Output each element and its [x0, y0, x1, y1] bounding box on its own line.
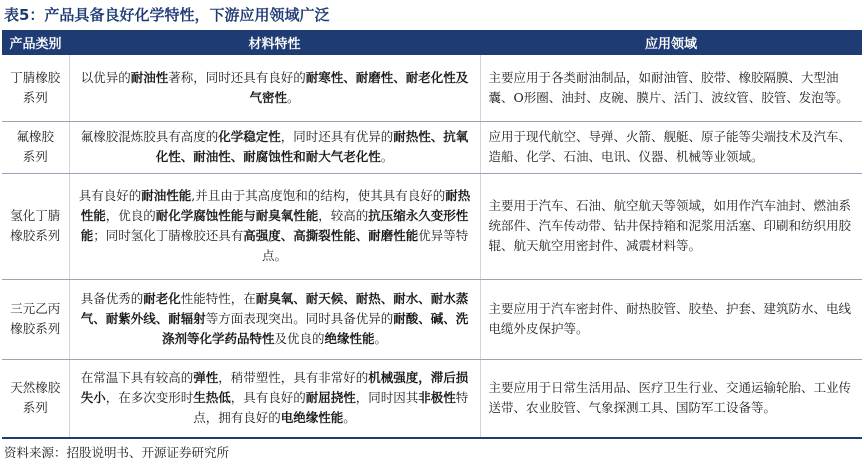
- highlighted-text: 耐油性: [130, 69, 169, 85]
- highlighted-text: 化学稳定性: [218, 129, 281, 144]
- header-application: 应用领域: [480, 30, 862, 55]
- property-text: ，在多次变形时: [105, 390, 194, 406]
- highlighted-text: 绝缘性能: [324, 331, 375, 346]
- highlighted-text: 耐屈挠性: [305, 390, 356, 406]
- property-text: ，较高的: [318, 208, 369, 223]
- highlighted-text: 耐热性、抗氧化性、耐油性、耐腐蚀性和耐大气老化性: [155, 129, 469, 164]
- category-line: 丁腈橡胶: [10, 69, 61, 85]
- category-cell: [2, 279, 69, 359]
- table-row: [2, 359, 862, 438]
- property-text: 及优良的: [274, 331, 325, 346]
- highlighted-text: 耐老化: [143, 291, 181, 306]
- property-cell: [69, 359, 480, 438]
- property-cell: [69, 173, 480, 279]
- highlighted-text: 抗压缩永久变形性能: [80, 208, 469, 243]
- property-text: ，同时因其: [355, 390, 419, 406]
- property-text: ，优良的: [105, 208, 156, 223]
- property-cell: [69, 279, 480, 359]
- category-cell: [2, 173, 69, 279]
- property-text: 。: [343, 410, 356, 426]
- highlighted-text: 高强度、高撕裂性能、耐磨性能: [243, 228, 419, 243]
- highlighted-text: 机械强度，滞后损失小: [80, 370, 469, 406]
- property-text: 在常温下具有较高的: [80, 370, 194, 386]
- property-text: ，具有良好的: [230, 390, 306, 406]
- property-text: ，同时还具有优异的: [280, 129, 394, 144]
- table-row: [2, 55, 862, 121]
- category-line: 氟橡胶: [16, 129, 54, 144]
- table-row: [2, 279, 862, 359]
- property-text: 具有良好的: [78, 188, 142, 203]
- table-title: 表5：产品具备良好化学特性，下游应用领域广泛: [4, 6, 330, 24]
- header-category: 产品类别: [2, 30, 69, 55]
- property-text: ，稍带塑性，具有非常好的: [218, 370, 369, 386]
- header-property: 材料特性: [69, 30, 480, 55]
- category-line: 氢化丁腈: [10, 208, 61, 223]
- highlighted-text: 非极性: [418, 390, 456, 406]
- category-line: 系列: [22, 400, 48, 416]
- category-line: 三元乙丙: [10, 301, 61, 316]
- category-cell: [2, 121, 69, 173]
- highlighted-text: 耐热性能: [80, 188, 471, 223]
- table-row: [2, 173, 862, 279]
- property-cell: [69, 55, 480, 121]
- highlighted-text: 电绝缘性能: [280, 410, 344, 426]
- property-text: 性能特性，在: [180, 291, 256, 306]
- property-text: ；同时氢化丁腈橡胶还具有: [93, 228, 244, 243]
- property-text: 等方面表现突出。同时具备优异的: [205, 311, 394, 326]
- highlighted-text: 耐臭氧、耐天候、耐热、耐水、耐水蒸气、耐紫外线、耐辐射: [80, 291, 469, 326]
- property-text: 。: [374, 331, 388, 346]
- highlighted-text: 耐化学腐蚀性能与耐臭氧性能: [155, 208, 319, 223]
- category-line: 系列: [22, 149, 48, 164]
- property-cell: [69, 121, 480, 173]
- highlighted-text: 耐油性能: [141, 188, 192, 203]
- property-text: 优异等特点。: [261, 228, 469, 263]
- application-cell: 应用于现代航空、导弹、火箭、舰艇、原子能等尖端技术及汽车、造船、化学、石油、电讯、仪器、机械等业领域。: [480, 121, 862, 173]
- header-row: [2, 30, 862, 55]
- property-text: 以优异的: [80, 69, 131, 85]
- property-text: 。: [287, 89, 300, 105]
- category-cell: [2, 55, 69, 121]
- category-line: 天然橡胶: [10, 380, 61, 396]
- category-line: 橡胶系列: [10, 228, 61, 243]
- property-text: ,并且由于其高度饱和的结构，使其具有良好的: [191, 188, 446, 203]
- application-cell: 主要用于汽车、石油、航空航天等领域，如用作汽车油封、燃油系统部件、汽车传动带、钻井保持箱和泥浆用活塞、印刷和纺织用胶辊、航天航空用密封件、减震材料等。: [480, 173, 862, 279]
- property-text: 。: [380, 149, 394, 164]
- property-text: 氟橡胶混炼胶具有高度的: [80, 129, 219, 144]
- property-text: 著称，同时还具有良好的: [168, 69, 306, 85]
- category-line: 橡胶系列: [10, 321, 61, 336]
- property-text: 具备优秀的: [80, 291, 144, 306]
- highlighted-text: 弹性: [193, 370, 219, 386]
- application-cell: 主要应用于日常生活用品、医疗卫生行业、交通运输轮胎、工业传送带、农业胶管、气象探测工具、国防军工设备等。: [480, 359, 862, 438]
- property-text: 特点，拥有良好的: [193, 390, 469, 426]
- highlighted-text: 耐寒性、耐磨性、耐老化性及气密性: [249, 69, 469, 105]
- category-cell: [2, 359, 69, 438]
- source-note: 资料来源：招股说明书、开源证券研究所: [4, 445, 230, 460]
- table-row: [2, 121, 862, 173]
- highlighted-text: 生热低: [193, 390, 231, 406]
- category-line: 系列: [22, 89, 48, 105]
- application-cell: 主要应用于汽车密封件、耐热胶管、胶垫、护套、建筑防水、电线电缆外皮保护等。: [480, 279, 862, 359]
- application-cell: 主要应用于各类耐油制品，如耐油管、胶带、橡胶隔膜、大型油囊、O形圈、油封、皮碗、膜片、活门、波纹管、胶管、发泡等。: [480, 55, 862, 121]
- highlighted-text: 耐酸、碱、洗涤剂等化学药品特性: [161, 311, 469, 346]
- product-table: [2, 30, 862, 439]
